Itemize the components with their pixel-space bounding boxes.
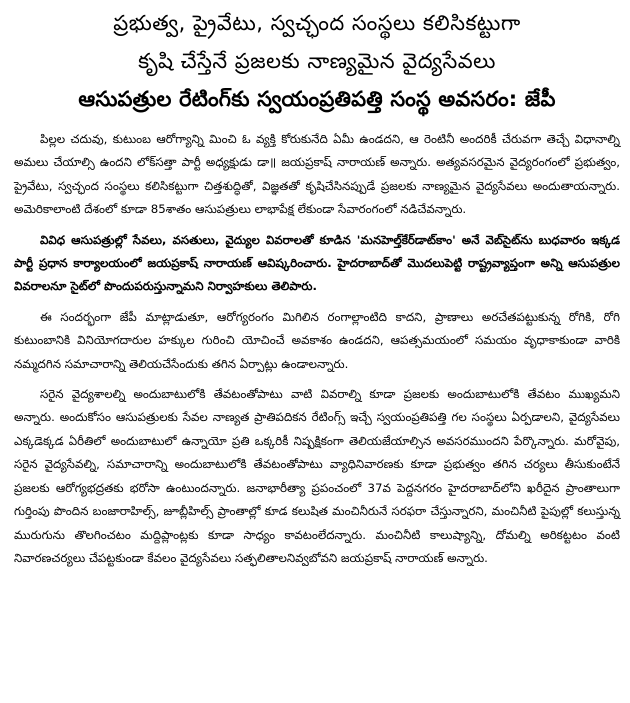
- paragraph-intro: పిల్లల చదువు, కుటుంబ ఆరోగ్యాన్ని మించి ఓ వ్యక్తి కోరుకునేది ఏమీ ఉండదని, ఆ రెంటినీ అందరికీ చేరువగా తెచ్చే విధానాల్ని అమలు చేయాల్సి ఉందని లోక్‌సత్తా పార్టీ అధ్యక్షుడు డా॥ జయప్రకాష్ నారాయణ్ అన్నారు. అత్యవసరమైన వైద్యరంగంలో ప్రభుత్వం, ప్రైవేటు, స్వచ్ఛంద సంస్థలు కలిసికట్టుగా చిత్తశుద్ధితో, విజ్ఞతతో కృషిచేసినప్పుడే ప్రజలకు నాణ్యమైన వైద్యసేవలు అందుతాయన్నారు. అమెరికాలాంటి దేశంలో కూడా 85శాతం ఆసుపత్రులు లాభాపేక్ష లేకుండా సేవారంగంలో నడిచేవన్నారు.: [14, 132, 620, 217]
- article-body: [14, 128, 620, 570]
- paragraph-health-sector: ఈ సందర్భంగా జేపీ మాట్లాడుతూ, ఆరోగ్యరంగం మిగిలిన రంగాల్లాంటిది కాదని, ప్రాణాలు అరచేతపట్టుకున్న రోగికి, రోగి కుటుంబానికి వినియోగదారుల హక్కుల గురించి యోచించే అవకాశం ఉండదని, ఆపత్సమయంలో సమయం వృధాకాకుండా వారికి నమ్మదగిన సమాచారాన్ని తెలియచేసేందుకు తగిన ఏర్పాట్లు ఉండాలన్నారు.: [14, 309, 620, 371]
- paragraph-website-launch: వివిధ ఆసుపత్రుల్లో సేవలు, వసతులు, వైద్యుల వివరాలతో కూడిన 'మనహెల్త్‌కేర్‌డాట్‌కాం' అనే వెబ్‌సైట్‌ను బుధవారం ఇక్కడ పార్టీ ప్రధాన కార్యాలయంలో జయప్రకాష్ నారాయణ్ ఆవిష్కరించారు. హైదరాబాద్‌తో మొదలుపెట్టి రాష్ట్రవ్యాప్తంగా అన్ని ఆసుపత్రుల వివరాలనూ సైట్‌లో పొందుపరుస్తున్నామని నిర్వాహకులు తెలిపారు.: [14, 232, 620, 294]
- headline: [14, 4, 620, 118]
- paragraph-ratings-and-prevention: సరైన వైద్యశాలల్ని అందుబాటులోకి తేవటంతోపాటు వాటి వివరాల్ని కూడా ప్రజలకు అందుబాటులోకి తేవటం ముఖ్యమని అన్నారు. అందుకోసం ఆసుపత్రులకు సేవల నాణ్యత ప్రాతిపదికన రేటింగ్స్ ఇచ్చే స్వయంప్రతిపత్తి గల సంస్థలు ఏర్పడాలని, వైద్యసేవలు ఎక్కడెక్కడ ఏరీతిలో అందుబాటులో ఉన్నాయో ప్రతి ఒక్కరికీ నిష్పక్షికంగా తెలియజేయాల్సిన అవసరముందని పేర్కొన్నారు. మరోవైపు, సరైన వైద్యసేవల్ని, సమాచారాన్ని అందుబాటులోకి తేవటంతోపాటు వ్యాధినివారణకు కూడా ప్రభుత్వం తగిన చర్యలు తీసుకుంటేనే ప్రజలకు ఆరోగ్యభద్రతకు భరోసా ఉంటుందన్నారు. జనాభారీత్యా ప్రపంచంలో 37వ పెద్దనగరం హైదరాబాద్‌లోని ఖరీదైన ప్రాంతాలుగా గుర్తింపు పొందిన బంజారాహిల్స్, జూబ్లీహిల్స్ ప్రాంతాల్లో కూడ కలుషిత మంచినీరునే సరఫరా చేస్తున్నారని, మంచినీటి పైపుల్లో కలుస్తున్న మురుగును తొలగించటం మద్దిప్లాంట్లకు కూడా సాధ్యం కావటంలేదన్నారు. మంచినీటి కాలుష్యాన్ని, దోమల్ని అరికట్టటం వంటి నివారణచర్యలు చేపట్టకుండా కేవలం వైద్యసేవలు సత్ఫలితాలనివ్వబోవని జయప్రకాష్ నారాయణ్ అన్నారు.: [14, 387, 620, 565]
- headline-subtitle: ఆసుపత్రుల రేటింగ్‌కు స్వయంప్రతిపత్తి సంస్థ అవసరం: జేపీ: [78, 87, 556, 111]
- headline-line-2: కృషి చేస్తేనే ప్రజలకు నాణ్యమైన వైద్యసేవలు: [138, 49, 496, 73]
- headline-line-1: ప్రభుత్వ, ప్రైవేటు, స్వచ్ఛంద సంస్థలు కలిసికట్టుగా: [113, 11, 521, 35]
